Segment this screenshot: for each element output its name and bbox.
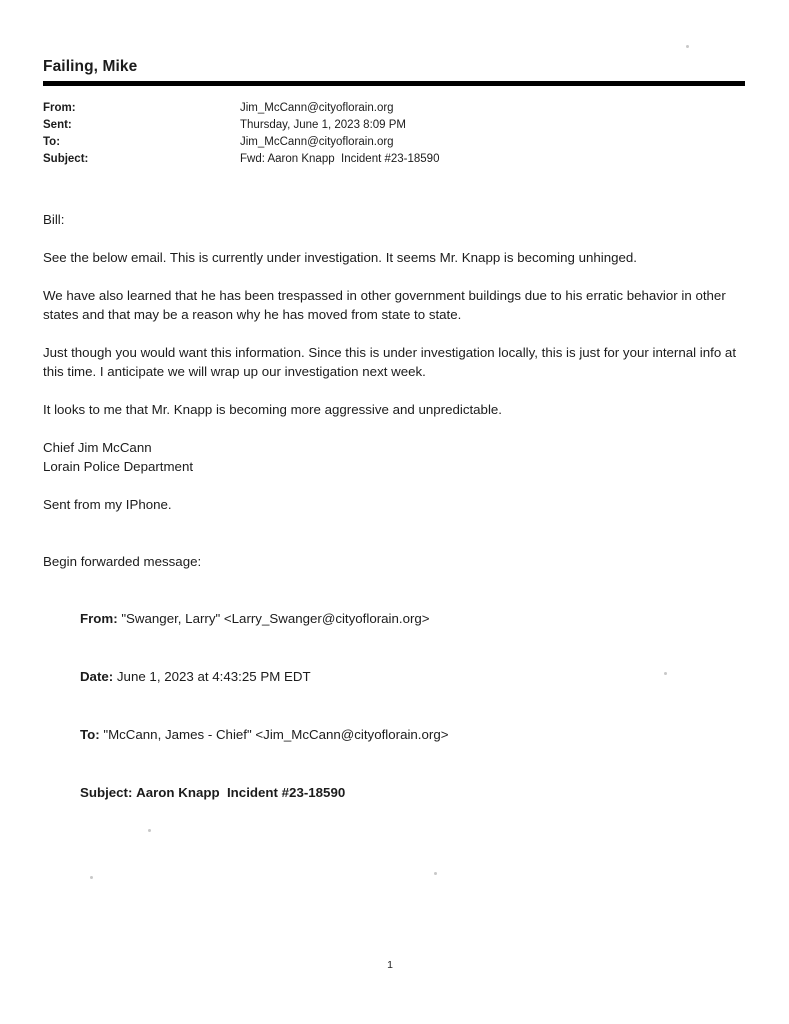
scan-speck <box>686 45 689 48</box>
header-value: Jim_McCann@cityoflorain.org <box>240 102 394 114</box>
header-value: Jim_McCann@cityoflorain.org <box>240 136 394 148</box>
body-paragraph: It looks to me that Mr. Knapp is becoming more aggressive and unpredictable. <box>43 402 502 417</box>
header-label: To: <box>43 136 61 148</box>
forwarded-header-block <box>43 590 745 822</box>
body-paragraph: Just though you would want this information. Since this is under investigation locally, this is just for your internal info at this time. I anticipate we will wrap up our investigation next week. <box>43 345 740 379</box>
header-label: From: <box>43 102 76 114</box>
header-label: Sent: <box>43 119 72 131</box>
page-title: Failing, Mike <box>43 58 138 75</box>
scan-speck <box>434 872 437 875</box>
header-label: Subject: <box>43 153 89 165</box>
forwarded-label: From: <box>79 611 118 627</box>
email-header-block <box>43 100 745 168</box>
header-row-from <box>43 100 745 117</box>
salutation: Bill: <box>43 212 65 227</box>
forwarded-value: "McCann, James - Chief" <Jim_McCann@cityoflorain.org> <box>103 727 449 743</box>
email-body <box>43 210 745 822</box>
page-number: 1 <box>387 959 393 971</box>
forwarded-row-date <box>43 648 745 706</box>
forwarded-row-to <box>43 706 745 764</box>
body-paragraph: See the below email. This is currently under investigation. It seems Mr. Knapp is becoming unhinged. <box>43 250 637 265</box>
body-paragraph: We have also learned that he has been trespassed in other government buildings due to his erratic behavior in other states and that may be a reason why he has moved from state to state. <box>43 288 730 322</box>
header-value: Fwd: Aaron Knapp Incident #23-18590 <box>240 153 440 165</box>
forward-intro: Begin forwarded message: <box>43 554 202 569</box>
forwarded-value: "Swanger, Larry" <Larry_Swanger@cityoflorain.org> <box>121 611 430 627</box>
scan-speck <box>148 829 151 832</box>
forwarded-value: June 1, 2023 at 4:43:25 PM EDT <box>116 669 311 685</box>
forwarded-row-from <box>43 590 745 648</box>
forwarded-row-subject <box>43 764 745 822</box>
forwarded-label: To: <box>79 727 100 743</box>
scan-speck <box>90 876 93 879</box>
header-value: Thursday, June 1, 2023 8:09 PM <box>240 119 406 131</box>
signature-name: Chief Jim McCann <box>43 440 152 455</box>
signature-block <box>43 438 745 476</box>
signature-org: Lorain Police Department <box>43 459 194 474</box>
title-divider <box>43 81 745 86</box>
forwarded-label: Date: <box>79 669 114 685</box>
header-row-subject <box>43 151 745 168</box>
forwarded-value: Aaron Knapp Incident #23-18590 <box>136 784 346 800</box>
header-row-to <box>43 134 745 151</box>
header-row-sent <box>43 117 745 134</box>
forwarded-label: Subject: <box>79 784 133 800</box>
sent-from-line: Sent from my IPhone. <box>43 497 172 512</box>
scan-speck <box>664 672 667 675</box>
email-content <box>43 58 745 822</box>
